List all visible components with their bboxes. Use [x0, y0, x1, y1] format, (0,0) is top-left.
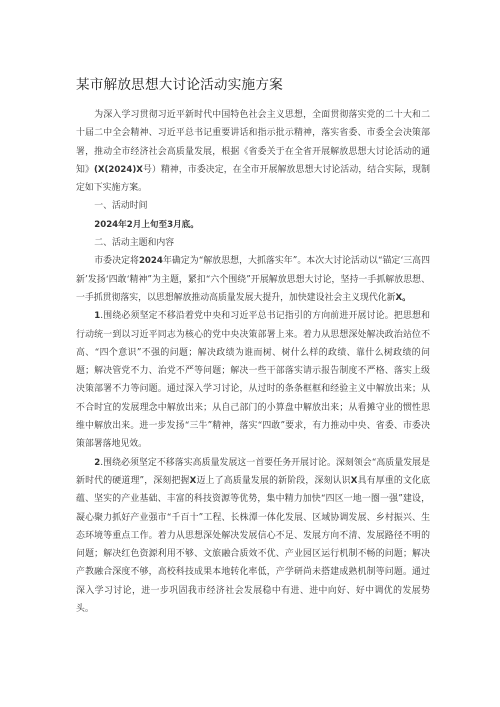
- point-2-number: 2: [94, 457, 101, 468]
- point-2-text-1: .围绕必须坚定不移落实高质量发展这一首要任务开展讨论。深刻领会“高质量发展是新时代的硬道理”，深刻把握: [76, 457, 430, 486]
- point-1-number: 1: [94, 311, 101, 322]
- theme-tail: X。: [395, 292, 411, 303]
- theme-text-1: 市委决定将: [94, 256, 139, 267]
- activity-time-paragraph: [76, 216, 430, 234]
- point-1-paragraph: [76, 307, 430, 453]
- point-2-text-3: 具有厚重的文化底蕴、坚实的产业基础、丰富的科技资源等优势，集中精力加快“四区一地一圈一强”建设，凝心聚力抓好产业强市“千百十”工程、长株潭一体化发展、区域协调发展、乡村振兴、生态环境等重点工作。着力从思想深处解决发展信心不足、发展方向不清、发展路径不明的问题；解决红色资源利用不够、文旅融合质效不优、产业园区运行机制不畅的问题；解决产教融合深度不够，高校科技成果本地转化率低，产学研尚未搭建成熟机制等问题。通过深入学习讨论，进一步巩固我市经济社会发展稳中有进、进中向好、好中调优的发展势头。: [76, 475, 431, 615]
- theme-text-2: 年确定为“解放思想，大抓落实年”。本次大讨论活动以“锚定‘三高四新’发扬‘四敢‘精神”为主题，紧扣“六个围绕”开展解放思想大讨论，坚持一手抓解放思想、一手抓贯彻落实，以思想解放推动高质量发展大提升，加快建设社会主义现代化新: [76, 256, 430, 303]
- point-2-x-2: X: [350, 475, 358, 486]
- intro-paragraph: [76, 106, 430, 197]
- point-2-text-2: 迈上了高质量发展的新阶段，深刻认识: [196, 475, 351, 486]
- activity-time-text: 2024年2月上旬至3月底。: [94, 219, 199, 230]
- point-2-paragraph: [76, 454, 430, 619]
- section-2-heading: 二、活动主题和内容: [94, 238, 175, 249]
- intro-document-code: (X(2024)X: [93, 164, 143, 175]
- intro-text-1: 为深入学习贯彻习近平新时代中国特色社会主义思想，全面贯彻落实党的二十大和二十届二中全会精神、习近平总书记重要讲话和指示批示精神，落实省委、市委全会决策部署，推动全市经济社会高质量发展，根据《省委关于在全省开展解放思想大讨论活动的通知》: [76, 110, 430, 175]
- document-title: 某市解放思想大讨论活动实施方案: [76, 77, 283, 93]
- theme-paragraph: [76, 252, 430, 307]
- theme-year: 2024: [138, 256, 163, 267]
- intro-text-2: 号）精神，市委决定，在全市开展解放思想大讨论活动，结合实际，现制定如下实施方案。: [76, 164, 431, 194]
- point-1-text: .围绕必须坚定不移沿着党中央和习近平总书记指引的方向前进开展讨论。把思想和行动统一到以习近平同志为核心的党中央决策部署上来。着力从思想深处解决政治站位不高、“四个意识”不强的问题；解决政绩为谁而树、树什么样的政绩、靠什么树政绩的问题；解决管党不力、治党不严等问题；解决一些干部落实请示报告制度不严格、落实上级决策部署不力等问题。通过深入学习讨论，从过时的条条框框和经验主义中解放出来；从不合时宜的发展理念中解放出来；从自己部门的小算盘中解放出来；从看摊守业的惯性思维中解放出来。进一步发扬“三牛”精神，落实“四敢”要求，有力推动中央、省委、市委决策部署落地见效。: [76, 311, 430, 450]
- section-1-heading: 一、活动时间: [94, 201, 148, 212]
- point-2-x-1: X: [189, 475, 197, 486]
